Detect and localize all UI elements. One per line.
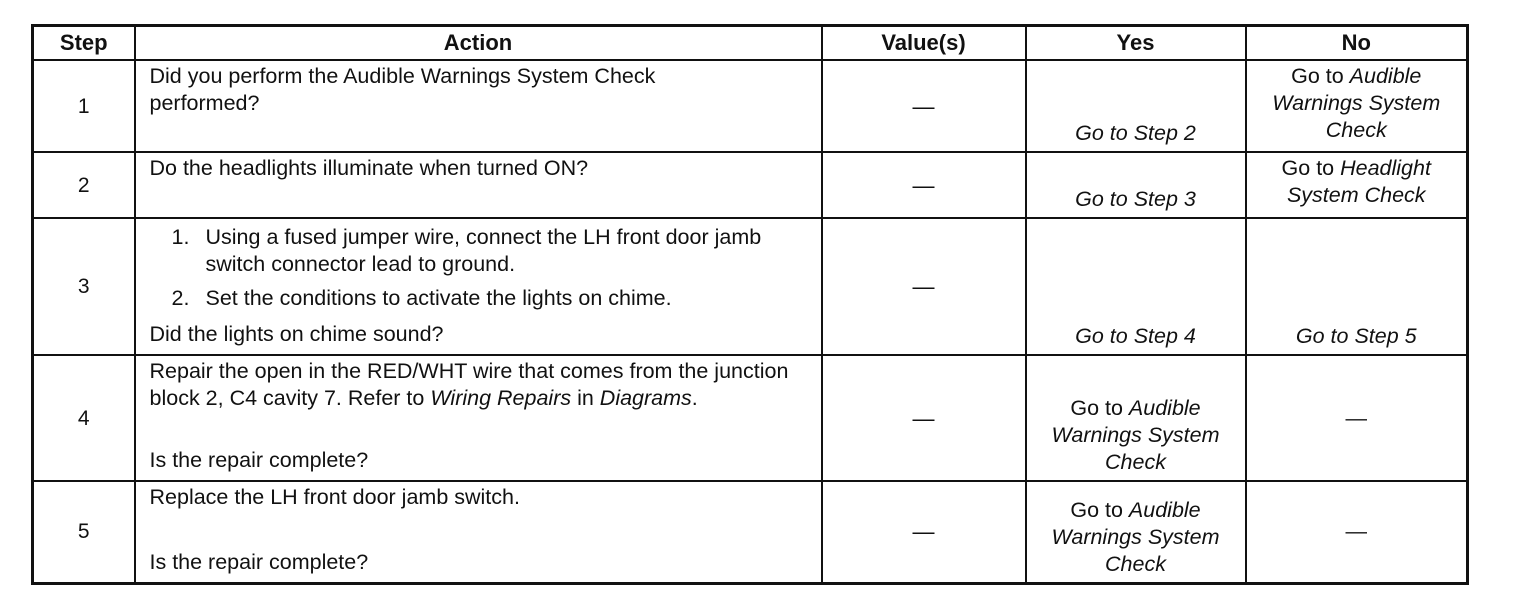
action-text-part: Repair the open in the RED/WHT wire that comes from the junction block 2, C4 cavity 7. Refer to (149, 359, 789, 410)
no-prefix: Go to (1281, 156, 1341, 180)
value-cell: — (822, 60, 1026, 152)
header-values: Value(s) (822, 26, 1026, 61)
yes-cell (1026, 218, 1246, 355)
action-cell (135, 218, 822, 355)
no-cell (1246, 218, 1468, 355)
step-number: 1 (33, 60, 135, 152)
table-row (33, 218, 1468, 355)
value-cell: — (822, 355, 1026, 481)
step-number: 3 (33, 218, 135, 355)
action-text: Do the headlights illuminate when turned ON? (149, 156, 589, 180)
item-text: Using a fused jumper wire, connect the LH front door jamb switch connector lead to ground. (205, 225, 762, 276)
yes-link[interactable]: Audible Warnings System Check (1051, 396, 1220, 474)
header-no: No (1246, 26, 1468, 61)
step-number: 5 (33, 481, 135, 583)
header-yes: Yes (1026, 26, 1246, 61)
yes-link[interactable]: Audible Warnings System Check (1051, 497, 1220, 576)
action-step-item (172, 224, 811, 278)
yes-cell (1026, 152, 1246, 218)
action-cell (135, 152, 822, 218)
table-row (33, 60, 1468, 152)
yes-link[interactable]: Go to Step 2 (1075, 121, 1196, 145)
diagrams-ref[interactable]: Diagrams (599, 386, 692, 410)
yes-cell (1026, 60, 1246, 152)
action-cell (135, 60, 822, 152)
no-cell (1246, 60, 1468, 152)
no-cell: — (1246, 355, 1468, 481)
step-number: 2 (33, 152, 135, 218)
no-link[interactable]: Audible Warnings System Check (1272, 64, 1441, 142)
no-cell: — (1246, 481, 1468, 583)
header-action: Action (135, 26, 822, 61)
yes-link[interactable]: Go to Step 4 (1075, 324, 1196, 348)
yes-cell (1026, 355, 1246, 481)
diagnostic-table (31, 24, 1469, 585)
no-cell (1246, 152, 1468, 218)
table-row (33, 481, 1468, 583)
no-prefix: Go to (1291, 64, 1350, 88)
value-cell: — (822, 481, 1026, 583)
table-row (33, 355, 1468, 481)
action-question: Is the repair complete? (149, 549, 369, 574)
action-steps (150, 224, 811, 312)
yes-cell (1026, 481, 1246, 583)
header-step: Step (33, 26, 135, 61)
action-text: Replace the LH front door jamb switch. (149, 485, 520, 509)
action-text: Did you perform the Audible Warnings System Check performed? (149, 64, 656, 115)
item-number: 2. (171, 286, 190, 310)
action-cell (135, 355, 822, 481)
action-text-part: . (691, 386, 698, 410)
action-text (150, 358, 800, 412)
table-row (33, 152, 1468, 218)
no-link[interactable]: Go to Step 5 (1295, 324, 1417, 348)
value-cell: — (822, 152, 1026, 218)
item-number: 1. (171, 225, 190, 249)
value-cell: — (822, 218, 1026, 355)
yes-prefix: Go to (1070, 396, 1129, 420)
action-question: Is the repair complete? (149, 448, 369, 472)
yes-prefix: Go to (1070, 497, 1129, 522)
action-cell (135, 481, 822, 583)
yes-link[interactable]: Go to Step 3 (1075, 187, 1196, 211)
wiring-repairs-ref[interactable]: Wiring Repairs (430, 386, 572, 410)
action-question: Did the lights on chime sound? (149, 322, 444, 346)
no-link[interactable]: Headlight System Check (1286, 156, 1431, 207)
action-step-item (172, 285, 811, 312)
action-text-part: in (571, 386, 600, 410)
header-row (33, 26, 1468, 61)
item-text: Set the conditions to activate the lights on chime. (205, 286, 672, 310)
step-number: 4 (33, 355, 135, 481)
